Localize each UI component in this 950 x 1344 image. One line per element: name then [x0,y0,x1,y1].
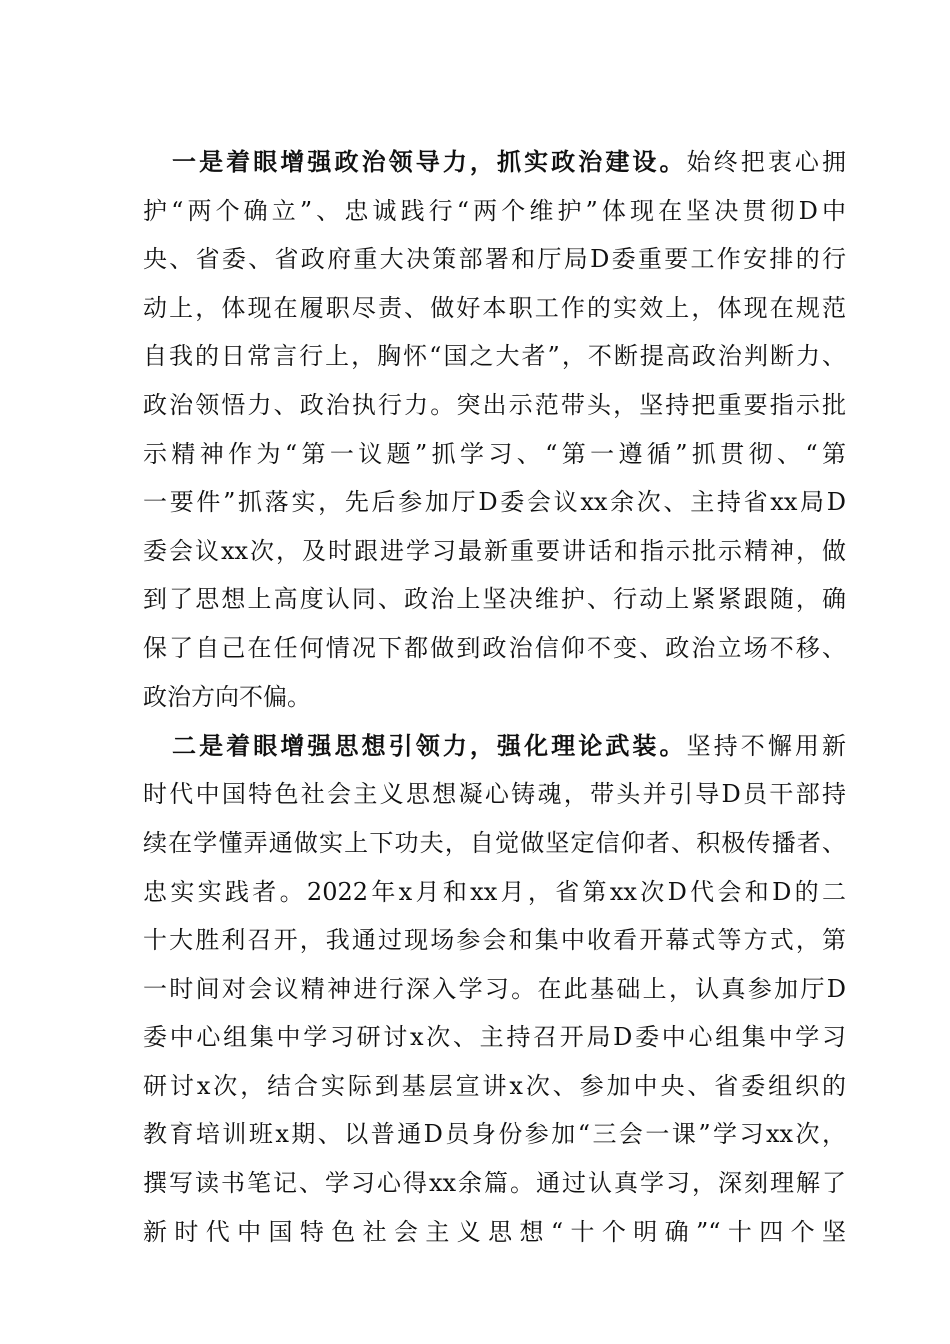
text-line: 十大胜利召开，我通过现场参会和集中收看开幕式等方式，第 [143,926,846,955]
text-line: 教育培训班x期、以普通D员身份参加“三会一课”学习xx次， [143,1120,846,1149]
text-line: 动上，体现在履职尽责、做好本职工作的实效上，体现在规范 [143,293,846,322]
paragraph-2 [143,722,846,1257]
paragraph-first-line [143,138,846,187]
text-line: 一时间对会议精神进行深入学习。在此基础上，认真参加厅D [143,974,846,1003]
document-page [143,138,846,1256]
text-line: 政治领悟力、政治执行力。突出示范带头，坚持把重要指示批 [143,390,846,419]
text-line: 续在学懂弄通做实上下功夫，自觉做坚定信仰者、积极传播者、 [143,828,846,857]
text-line: 撰写读书笔记、学习心得xx余篇。通过认真学习，深刻理解了 [143,1169,846,1198]
text-line: 自我的日常言行上，胸怀“国之大者”，不断提高政治判断力、 [143,342,846,371]
text-line: 委会议xx次，及时跟进学习最新重要讲话和指示批示精神，做 [143,536,846,565]
text-line: 央、省委、省政府重大决策部署和厅局D委重要工作安排的行 [143,245,846,274]
text-line: 一要件”抓落实，先后参加厅D委会议xx余次、主持省xx局D [143,488,846,517]
paragraph-first-line [143,722,846,771]
paragraph-heading: 二是着眼增强思想引领力，强化理论武装。 [172,730,687,760]
text-line: 保了自己在任何情况下都做到政治信仰不变、政治立场不移、 [143,633,846,662]
text-line: 政治方向不偏。 [143,682,311,711]
text-line: 新时代中国特色社会主义思想“十个明确”“十四个坚 [143,1217,846,1246]
paragraph-heading: 一是着眼增强政治领导力，抓实政治建设。 [172,147,687,176]
text-line: 研讨x次，结合实际到基层宣讲x次、参加中央、省委组织的 [143,1071,846,1100]
text-line: 忠实实践者。2022年x月和xx月，省第xx次D代会和D的二 [143,877,846,906]
text: 坚持不懈用新 [686,731,847,760]
paragraph-1 [143,138,846,721]
text-line: 到了思想上高度认同、政治上坚决维护、行动上紧紧跟随，确 [143,585,846,614]
text-line: 时代中国特色社会主义思想凝心铸魂，带头并引导D员干部持 [143,780,846,809]
text: 始终把衷心拥 [686,148,847,176]
text-line: 护“两个确立”、忠诚践行“两个维护”体现在坚决贯彻D中 [143,196,846,225]
text-line: 委中心组集中学习研讨x次、主持召开局D委中心组集中学习 [143,1023,846,1052]
text-line: 示精神作为“第一议题”抓学习、“第一遵循”抓贯彻、“第 [143,439,846,468]
